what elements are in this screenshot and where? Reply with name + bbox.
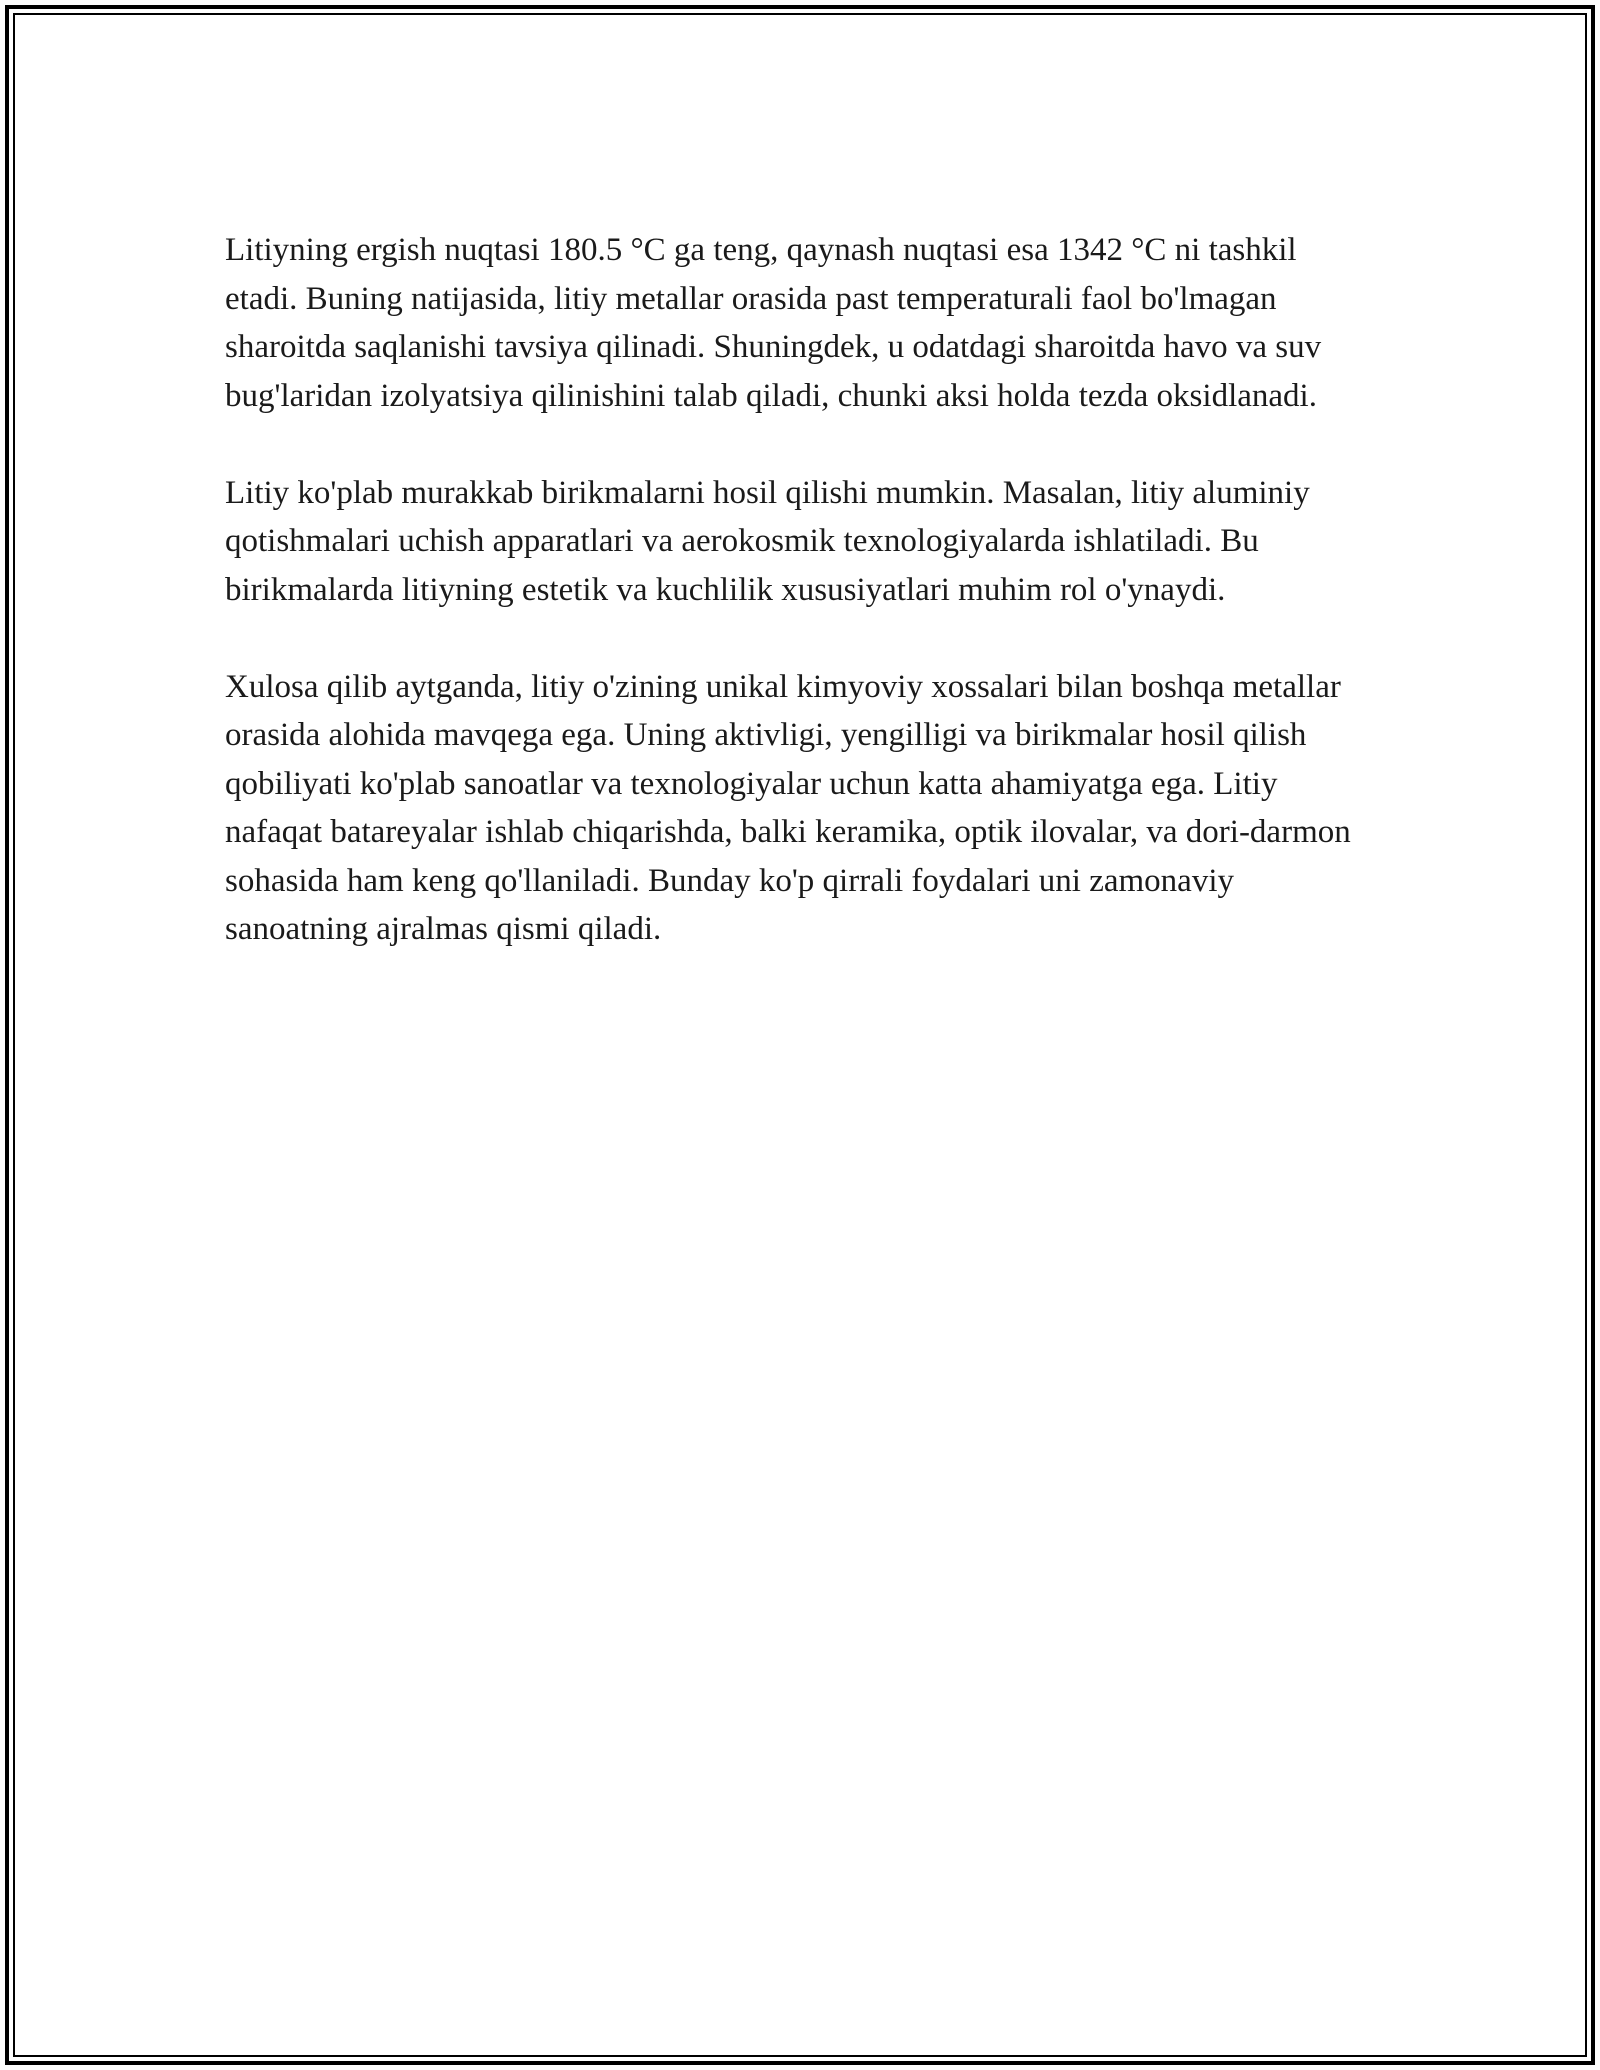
paragraph-melting-boiling-point: Litiyning ergish nuqtasi 180.5 °C ga teng, qaynash nuqtasi esa 1342 °C ni tashkil etadi. Buning natijasida, litiy metallar orasida past temperaturali faol bo'lmagan sharoitda saqlanishi tavsiya qilinadi. Shuningdek, u odatdagi sharoitda havo va suv bug'laridan izolyatsiya qilinishini talab qiladi, chunki aksi holda tezda oksidlanadi. bbox=[225, 232, 1322, 414]
paragraph-conclusion: Xulosa qilib aytganda, litiy o'zining unikal kimyoviy xossalari bilan boshqa metallar orasida alohida mavqega ega. Uning aktivligi, yengilligi va birikmalar hosil qilish qobiliyati ko'plab sanoatlar va texnologiyalar uchun katta ahamiyatga ega. Litiy nafaqat batareyalar ishlab chiqarishda, balki keramika, optik ilovalar, va dori-darmon sohasida ham keng qo'llaniladi. Bunday ko'p qirrali foydalari uni zamonaviy sanoatning ajralmas qismi qiladi. bbox=[225, 668, 1351, 947]
paragraph-lithium-compounds: Litiy ko'plab murakkab birikmalarni hosil qilishi mumkin. Masalan, litiy aluminiy qotishmalari uchish apparatlari va aerokosmik texnologiyalarda ishlatiladi. Bu birikmalarda litiyning estetik va kuchlilik xususiyatlari muhim rol o'ynaydi. bbox=[225, 474, 1310, 608]
document-body bbox=[225, 226, 1355, 1002]
